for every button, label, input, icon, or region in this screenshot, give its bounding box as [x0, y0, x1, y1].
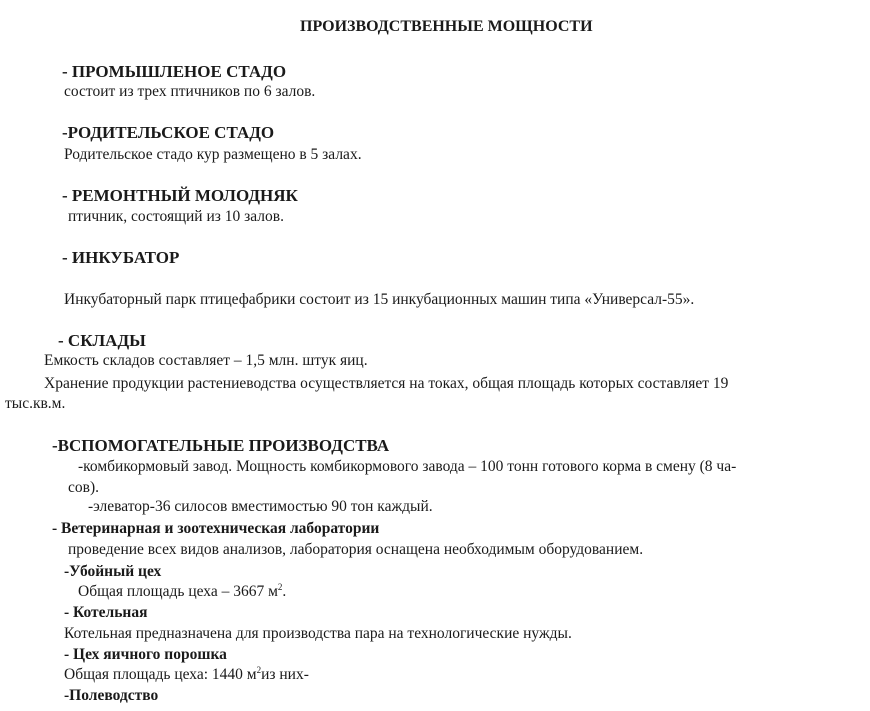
- section-heading-slaughterhouse: -Убойный цех: [64, 563, 162, 580]
- section-text: Родительское стадо кур размещено в 5 залах.: [64, 146, 362, 163]
- section-text: -комбикормовый завод. Мощность комбикормового завода – 100 тонн готового корма в смену (8 ча-: [78, 458, 737, 475]
- section-heading-parent-flock: -РОДИТЕЛЬСКОЕ СТАДО: [62, 123, 275, 142]
- section-heading-auxiliary-production: -ВСПОМОГАТЕЛЬНЫЕ ПРОИЗВОДСТВА: [52, 436, 390, 455]
- section-heading-egg-powder-shop: - Цех яичного порошка: [64, 646, 227, 663]
- section-text: Общая площадь цеха – 3667 $м^2$.: [78, 582, 287, 600]
- section-text: сов).: [68, 479, 99, 496]
- section-heading-industrial-flock: - ПРОМЫШЛЕНОЕ СТАДО: [62, 62, 287, 81]
- section-heading-warehouses: - СКЛАДЫ: [58, 331, 146, 350]
- section-text: Общая площадь цеха: 1440 $м^2из$ них-: [64, 665, 309, 683]
- section-heading-replacement-young: - РЕМОНТНЫЙ МОЛОДНЯК: [62, 186, 298, 205]
- section-heading-incubator: - ИНКУБАТОР: [62, 248, 180, 267]
- section-text: Емкость складов составляет – 1,5 млн. штук яиц.: [44, 352, 368, 369]
- section-text: птичник, состоящий из 10 залов.: [68, 208, 284, 225]
- section-heading-field-farming: -Полеводство: [64, 687, 159, 704]
- section-text: Инкубаторный парк птицефабрики состоит из 15 инкубационных машин типа «Универсал-55».: [64, 291, 695, 308]
- page-title: ПРОИЗВОДСТВЕННЫЕ МОЩНОСТИ: [300, 18, 593, 35]
- section-text: -элеватор-36 силосов вместимостью 90 тон каждый.: [88, 498, 433, 515]
- section-text: проведение всех видов анализов, лаборатория оснащена необходимым оборудованием.: [68, 541, 644, 558]
- section-text: Котельная предназначена для производства пара на технологические нужды.: [64, 625, 572, 642]
- section-text: тыс.кв.м.: [5, 395, 66, 412]
- section-text: Хранение продукции растениеводства осуществляется на токах, общая площадь которых составляет 19: [44, 375, 729, 392]
- section-heading-laboratories: - Ветеринарная и зоотехническая лаборатории: [52, 520, 380, 537]
- section-text: состоит из трех птичников по 6 залов.: [64, 83, 316, 100]
- section-heading-boiler-house: - Котельная: [64, 604, 148, 621]
